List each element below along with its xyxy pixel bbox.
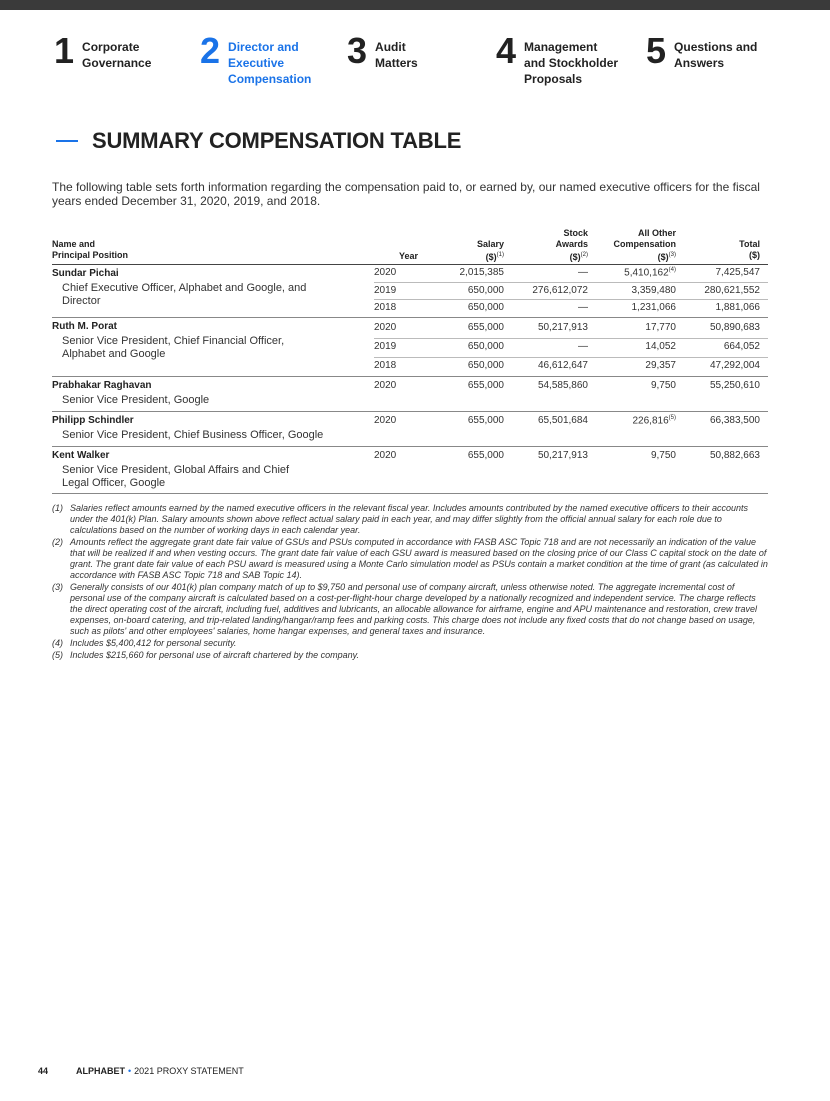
cell-stock: 65,501,684 bbox=[537, 415, 588, 426]
table-row bbox=[374, 338, 768, 355]
cell-other bbox=[633, 415, 677, 426]
nav-number: 4 bbox=[496, 30, 517, 71]
nav-label: Corporate Governance bbox=[82, 40, 152, 70]
cell-other: 1,231,066 bbox=[631, 302, 676, 313]
cell-total: 50,882,663 bbox=[709, 450, 760, 461]
cell-salary: 655,000 bbox=[467, 380, 504, 391]
cell-total: 47,292,004 bbox=[709, 360, 760, 371]
exec-title: Senior Vice President, Chief Business Officer, Google bbox=[62, 429, 324, 441]
top-bar bbox=[0, 0, 830, 10]
exec-title: Chief Executive Officer, Alphabet and Google, and Director bbox=[62, 282, 307, 307]
footnote bbox=[52, 638, 770, 649]
footnote bbox=[52, 650, 770, 661]
table-row bbox=[374, 282, 768, 299]
cell-footnote: (5) bbox=[668, 415, 676, 421]
cell-year: 2018 bbox=[374, 302, 397, 313]
cell-total: 66,383,500 bbox=[709, 415, 760, 426]
cell-salary: 655,000 bbox=[467, 450, 504, 461]
footnote-text: Includes $5,400,412 for personal security. bbox=[70, 638, 237, 648]
cell-stock: — bbox=[578, 267, 588, 278]
header-other bbox=[613, 228, 676, 263]
table-row bbox=[374, 299, 768, 316]
table-row bbox=[374, 378, 768, 394]
cell-other-value: 226,816 bbox=[632, 415, 669, 427]
nav-label: Director and Executive Compensation bbox=[228, 40, 312, 86]
cell-salary: 2,015,385 bbox=[459, 267, 504, 278]
nav-number: 2 bbox=[200, 30, 221, 71]
footer-brand: ALPHABET bbox=[76, 1066, 126, 1076]
cell-salary: 650,000 bbox=[467, 341, 504, 352]
table-row bbox=[374, 320, 768, 336]
nav-item-management-proposals[interactable] bbox=[496, 30, 619, 87]
footnote-number: (3) bbox=[52, 582, 63, 592]
footnote-text: Salaries reflect amounts earned by the named executive officers in the relevant fiscal year. Includes amounts contributed by the named executive officers to their accounts under the 401(k) Plan. Salary amounts shown above reflect actual salary paid in each year, and may differ slightly from the official annual salary for each role due to calculations based on the number of working days in each calendar year. bbox=[70, 503, 749, 535]
cell-stock: — bbox=[578, 341, 588, 352]
header-other-footnote: (3) bbox=[668, 252, 676, 258]
table-row bbox=[374, 413, 768, 429]
exec-name: Ruth M. Porat bbox=[52, 321, 117, 332]
exec-row-group bbox=[52, 377, 768, 412]
cell-other: 9,750 bbox=[650, 450, 676, 461]
nav-number: 3 bbox=[347, 30, 368, 71]
exec-row-group bbox=[52, 318, 768, 377]
nav-item-audit-matters[interactable] bbox=[347, 30, 418, 71]
footnote-text: Amounts reflect the aggregate grant date fair value of GSUs and PSUs computed in accordance with FASB ASC Topic 718 and are not necessarily an indication of the value that will be realized if and when vesting occurs. The grant date fair value of each GSU award is measured based on the closing price of our Class C capital stock on the date of grant. The grant date fair value of each PSU award is measured using a Monte Carlo simulation model as PSUs contain a market condition at the time of grant (as calculated in accordance with FASB ASC Topic 718 and SAB Topic 14). bbox=[70, 537, 768, 580]
cell-year: 2020 bbox=[374, 267, 397, 278]
cell-salary: 650,000 bbox=[467, 285, 504, 296]
header-salary bbox=[477, 239, 504, 263]
cell-year: 2020 bbox=[374, 380, 397, 391]
section-title bbox=[56, 128, 461, 154]
cell-total: 1,881,066 bbox=[715, 302, 760, 313]
cell-total: 7,425,547 bbox=[715, 267, 760, 278]
exec-name: Prabhakar Raghavan bbox=[52, 380, 152, 391]
exec-name: Philipp Schindler bbox=[52, 415, 134, 426]
cell-total: 664,052 bbox=[723, 341, 760, 352]
page-number: 44 bbox=[38, 1066, 49, 1076]
footnote bbox=[52, 582, 770, 637]
compensation-table bbox=[52, 226, 768, 494]
footnote-number: (1) bbox=[52, 503, 63, 513]
exec-title: Senior Vice President, Global Affairs and Chief Legal Officer, Google bbox=[62, 464, 290, 489]
table-header bbox=[52, 226, 768, 265]
section-nav bbox=[0, 30, 830, 96]
cell-stock: 54,585,860 bbox=[537, 380, 588, 391]
cell-stock: 50,217,913 bbox=[537, 450, 588, 461]
footnote-number: (4) bbox=[52, 638, 63, 648]
cell-year: 2019 bbox=[374, 341, 397, 352]
footnote-number: (2) bbox=[52, 537, 63, 547]
intro-paragraph: The following table sets forth information regarding the compensation paid to, or earned by, our named executive officers for the fiscal years ended December 31, 2020, 2019, and 2018. bbox=[52, 180, 760, 208]
footer-dot: • bbox=[128, 1066, 132, 1076]
footnote bbox=[52, 503, 770, 536]
cell-other bbox=[624, 267, 676, 278]
cell-salary: 650,000 bbox=[467, 360, 504, 371]
cell-footnote: (4) bbox=[668, 267, 676, 273]
footnote bbox=[52, 537, 770, 581]
cell-other: 9,750 bbox=[650, 380, 676, 391]
table-row bbox=[374, 448, 768, 464]
cell-stock: 276,612,072 bbox=[532, 285, 588, 296]
cell-total: 50,890,683 bbox=[709, 322, 760, 333]
nav-number: 1 bbox=[54, 30, 75, 71]
header-year: Year bbox=[399, 251, 419, 261]
table-row bbox=[374, 357, 768, 374]
cell-stock: — bbox=[578, 302, 588, 313]
exec-name: Kent Walker bbox=[52, 450, 110, 461]
nav-label: Management and Stockholder Proposals bbox=[524, 40, 619, 86]
cell-year: 2019 bbox=[374, 285, 397, 296]
cell-salary: 650,000 bbox=[467, 302, 504, 313]
cell-year: 2020 bbox=[374, 450, 397, 461]
cell-salary: 655,000 bbox=[467, 322, 504, 333]
page-title: SUMMARY COMPENSATION TABLE bbox=[92, 128, 462, 153]
cell-total: 55,250,610 bbox=[709, 380, 760, 391]
header-salary-footnote: (1) bbox=[496, 252, 504, 258]
header-salary-label: Salary ($) bbox=[476, 239, 504, 262]
exec-name: Sundar Pichai bbox=[52, 268, 119, 279]
footnote-number: (5) bbox=[52, 650, 63, 660]
footnote-text: Generally consists of our 401(k) plan company match of up to $9,750 and personal use of company aircraft, unless otherwise noted. The aggregate incremental cost of personal use of the company aircraft is calculated based on a cost-per-flight-hour charge developed by a nationally recognized and independent service. The charge reflects the direct operating cost of the aircraft, including fuel, additives and lubricants, an allocable allowance for airframe, engine and APU maintenance and restoration, crew travel expenses, on-board catering, and trip-related landing/hangar/ramp fees and parking costs. This charge does not include any fixed costs that do not change based on usage, such as pilots' and other employees' salaries, home hangar expenses, and general taxes and insurance. bbox=[70, 582, 758, 636]
nav-number: 5 bbox=[646, 30, 667, 71]
exec-row-group bbox=[52, 265, 768, 318]
header-stock-label: Stock Awards ($) bbox=[555, 228, 588, 262]
footnote-text: Includes $215,660 for personal use of aircraft chartered by the company. bbox=[70, 650, 360, 660]
title-dash bbox=[56, 140, 78, 142]
nav-label: Audit Matters bbox=[375, 40, 418, 70]
cell-year: 2020 bbox=[374, 322, 397, 333]
exec-title: Senior Vice President, Google bbox=[62, 394, 210, 406]
cell-stock: 46,612,647 bbox=[537, 360, 588, 371]
cell-other: 17,770 bbox=[645, 322, 676, 333]
cell-year: 2018 bbox=[374, 360, 397, 371]
footer-doc-title: 2021 PROXY STATEMENT bbox=[134, 1066, 244, 1076]
nav-item-corporate-governance[interactable] bbox=[54, 30, 152, 71]
exec-row-group bbox=[52, 447, 768, 494]
cell-salary: 655,000 bbox=[467, 415, 504, 426]
table-row bbox=[374, 265, 768, 281]
cell-year: 2020 bbox=[374, 415, 397, 426]
cell-total: 280,621,552 bbox=[704, 285, 760, 296]
footnotes bbox=[52, 503, 770, 662]
header-total: Total ($) bbox=[739, 239, 760, 260]
nav-item-director-compensation[interactable] bbox=[200, 30, 312, 87]
header-name: Name and Principal Position bbox=[52, 239, 129, 260]
cell-stock: 50,217,913 bbox=[537, 322, 588, 333]
header-stock-footnote: (2) bbox=[580, 252, 588, 258]
header-other-label: All Other Compensation ($) bbox=[613, 228, 676, 262]
cell-other-value: 5,410,162 bbox=[624, 267, 669, 279]
cell-other: 3,359,480 bbox=[631, 285, 676, 296]
nav-item-questions-answers[interactable] bbox=[646, 30, 758, 71]
cell-other: 29,357 bbox=[645, 360, 676, 371]
cell-other: 14,052 bbox=[645, 341, 676, 352]
exec-row-group bbox=[52, 412, 768, 447]
exec-title: Senior Vice President, Chief Financial Officer, Alphabet and Google bbox=[62, 335, 285, 360]
header-stock bbox=[556, 228, 588, 263]
nav-label: Questions and Answers bbox=[674, 40, 758, 70]
page-footer bbox=[38, 1066, 244, 1076]
